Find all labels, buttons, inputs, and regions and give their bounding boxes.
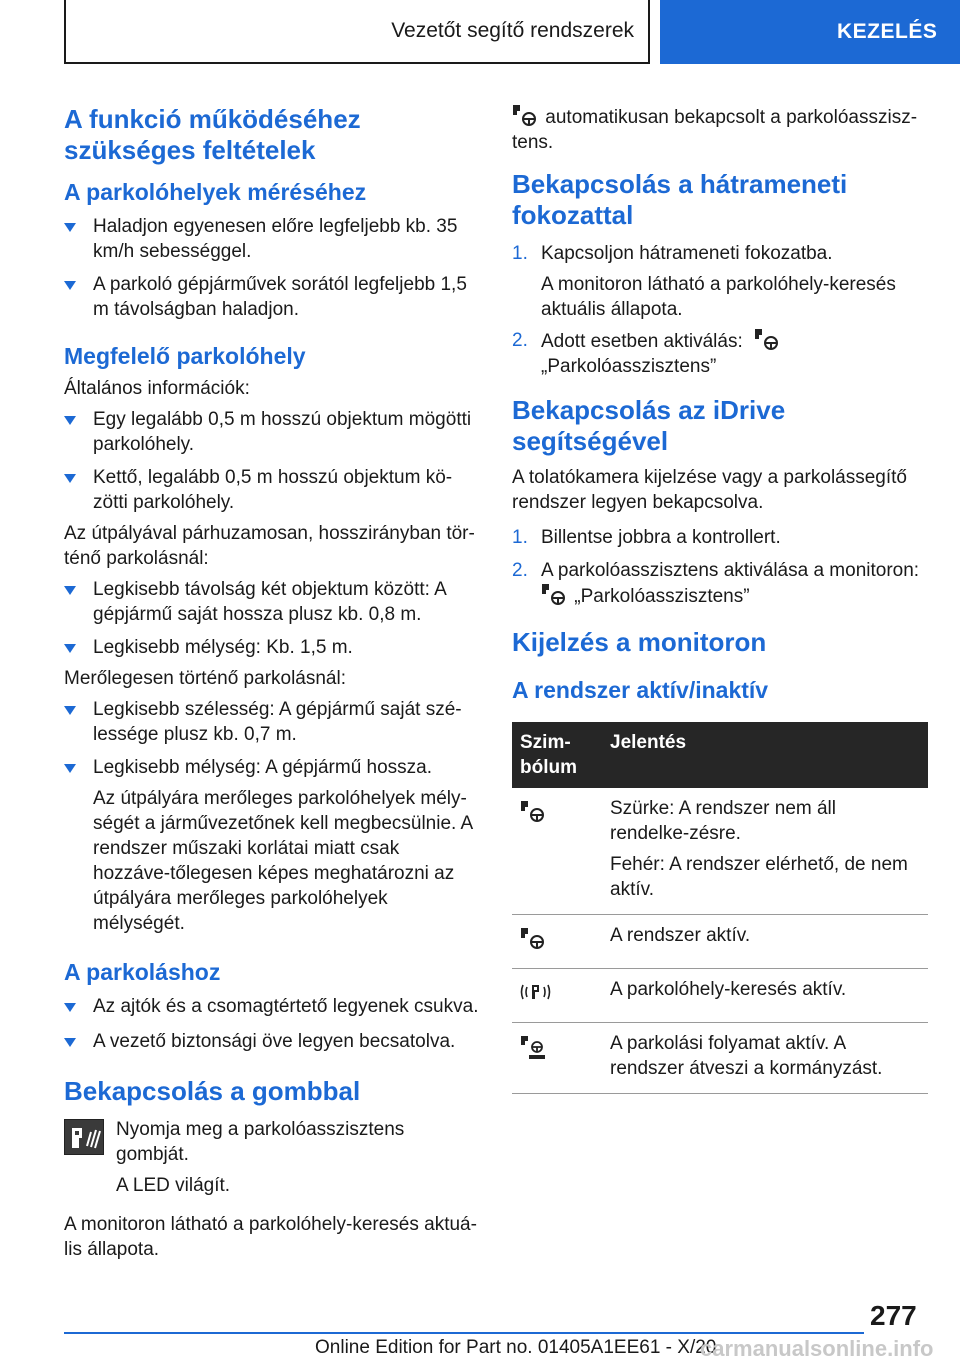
heading-measure: A parkolóhelyek méréséhez <box>64 179 367 205</box>
step-text: Kapcsoljon hátrameneti fokozatba. <box>541 243 833 264</box>
list-item: Legkisebb távolság két objektum között: A gépjármű saját hossza plusz kb. 0,8 m. <box>64 577 480 627</box>
heading-conditions: A funkció működéséhez szükséges feltételek <box>64 104 361 165</box>
right-column <box>512 100 928 1094</box>
table-row <box>512 969 928 1023</box>
list-item: Az ajtók és a csomagtértető legyenek csukva. <box>64 994 480 1019</box>
meaning-text: A parkolóhely-keresés aktív. <box>610 979 847 1000</box>
parking-button-icon <box>64 1119 104 1155</box>
page-number: 277 <box>870 1300 917 1331</box>
parking-assist-icon <box>520 800 548 822</box>
parking-assist-icon <box>520 927 548 949</box>
list-item: Legkisebb szélesség: A gépjármű saját szé-lessége plusz kb. 0,7 m. <box>64 697 480 747</box>
footer-edition: Online Edition for Part no. 01405A1EE61 - X/20 <box>315 1337 717 1358</box>
list-item: Kettő, legalább 0,5 m hosszú objektum kö-zötti parkolóhely. <box>64 465 480 515</box>
meaning-text: Fehér: A rendszer elérhető, de nem aktív. <box>610 854 908 900</box>
list-item: A parkoló gépjárművek sorától legfeljebb 1,5 m távolságban haladjon. <box>64 272 480 322</box>
heading-suitable: Megfelelő parkolóhely <box>64 343 306 369</box>
footer-divider <box>64 1332 864 1334</box>
symbol-table <box>512 722 928 1094</box>
table-row <box>512 788 928 915</box>
parking-search-icon <box>520 981 552 1003</box>
step-number: 1. <box>512 243 528 264</box>
menu-label: „Parkolóasszisztens” <box>541 356 717 377</box>
chapter-title: KEZELÉS <box>837 20 938 43</box>
section-header <box>64 0 650 64</box>
col-symbol-header: Szim-bólum <box>512 722 602 788</box>
led-text: A LED világít. <box>116 1175 231 1196</box>
meaning-text: Szürke: A rendszer nem áll rendelke-zésre. <box>610 798 836 844</box>
parking-assist-icon <box>754 328 782 350</box>
step-note: A monitoron látható a parkolóhely-keresés aktuális állapota. <box>541 274 896 320</box>
list-item: Haladjon egyenesen előre legfeljebb kb. 35 km/h sebességgel. <box>64 214 480 264</box>
section-title: Vezetőt segítő rendszerek <box>391 19 634 42</box>
parallel-intro: Az útpályával párhuzamosan, hosszirányban tör-ténő parkolásnál: <box>64 523 475 569</box>
list-item: Legkisebb mélység: A gépjármű hossza. <box>64 755 480 780</box>
heading-idrive: Bekapcsolás az iDrive segítségével <box>512 395 786 456</box>
watermark: carmanualsonline.info <box>700 1336 934 1361</box>
heading-active: A rendszer aktív/inaktív <box>512 677 769 703</box>
parking-auto-icon <box>520 1035 548 1061</box>
list-item <box>512 525 928 550</box>
perp-note: Az útpályára merőleges parkolóhelyek mély-ségét a járművezetőnek kell megbecsülnie. A rendszer műszaki korlátai miatt csak hozzáve-tőlegesen képes meghatározni az útpályára merőleges parkolóhelyek mélységét. <box>93 788 473 934</box>
list-item <box>512 241 928 266</box>
table-row <box>512 1023 928 1094</box>
menu-label: „Parkolóasszisztens” <box>574 586 750 607</box>
perp-intro: Merőlegesen történő parkolásnál: <box>64 668 347 689</box>
step-number: 2. <box>512 560 528 581</box>
step-text: Adott esetben aktiválás: <box>541 331 743 352</box>
intro-paragraph <box>512 104 928 155</box>
heading-reverse: Bekapcsolás a hátrameneti fokozattal <box>512 169 848 230</box>
col-meaning-header: Jelentés <box>602 722 928 788</box>
intro-text: automatikusan bekapcsolt a parkolóasszisz-tens. <box>512 107 918 153</box>
table-row <box>512 915 928 969</box>
parking-assist-icon <box>541 583 569 605</box>
list-item: Egy legalább 0,5 m hosszú objektum mögötti parkolóhely. <box>64 407 480 457</box>
heading-button: Bekapcsolás a gombbal <box>64 1076 361 1106</box>
heading-parking: A parkoláshoz <box>64 959 221 985</box>
parking-assist-icon <box>512 104 540 126</box>
list-item: A vezető biztonsági öve legyen becsatolva. <box>64 1029 480 1054</box>
heading-display: Kijelzés a monitoron <box>512 627 767 657</box>
step-number: 2. <box>512 330 528 351</box>
meaning-text: A rendszer aktív. <box>610 925 751 946</box>
monitor-text: A monitoron látható a parkolóhely-keresés aktuá-lis állapota. <box>64 1214 477 1260</box>
step-text: Billentse jobbra a kontrollert. <box>541 527 781 548</box>
step-text: A parkolóasszisztens aktiválása a monitoron: <box>541 560 920 581</box>
idrive-intro: A tolatókamera kijelzése vagy a parkolássegítő rendszer legyen bekapcsolva. <box>512 467 907 513</box>
general-info-label: Általános információk: <box>64 378 250 399</box>
step-number: 1. <box>512 527 528 548</box>
left-column <box>64 100 480 1262</box>
list-item: Legkisebb mélység: Kb. 1,5 m. <box>64 635 480 660</box>
meaning-text: A parkolási folyamat aktív. A rendszer átveszi a kormányzást. <box>610 1033 883 1079</box>
button-text: Nyomja meg a parkolóasszisztens gombját. <box>116 1119 405 1165</box>
list-item <box>512 558 928 609</box>
list-item <box>512 328 928 379</box>
chapter-tab <box>660 0 960 64</box>
